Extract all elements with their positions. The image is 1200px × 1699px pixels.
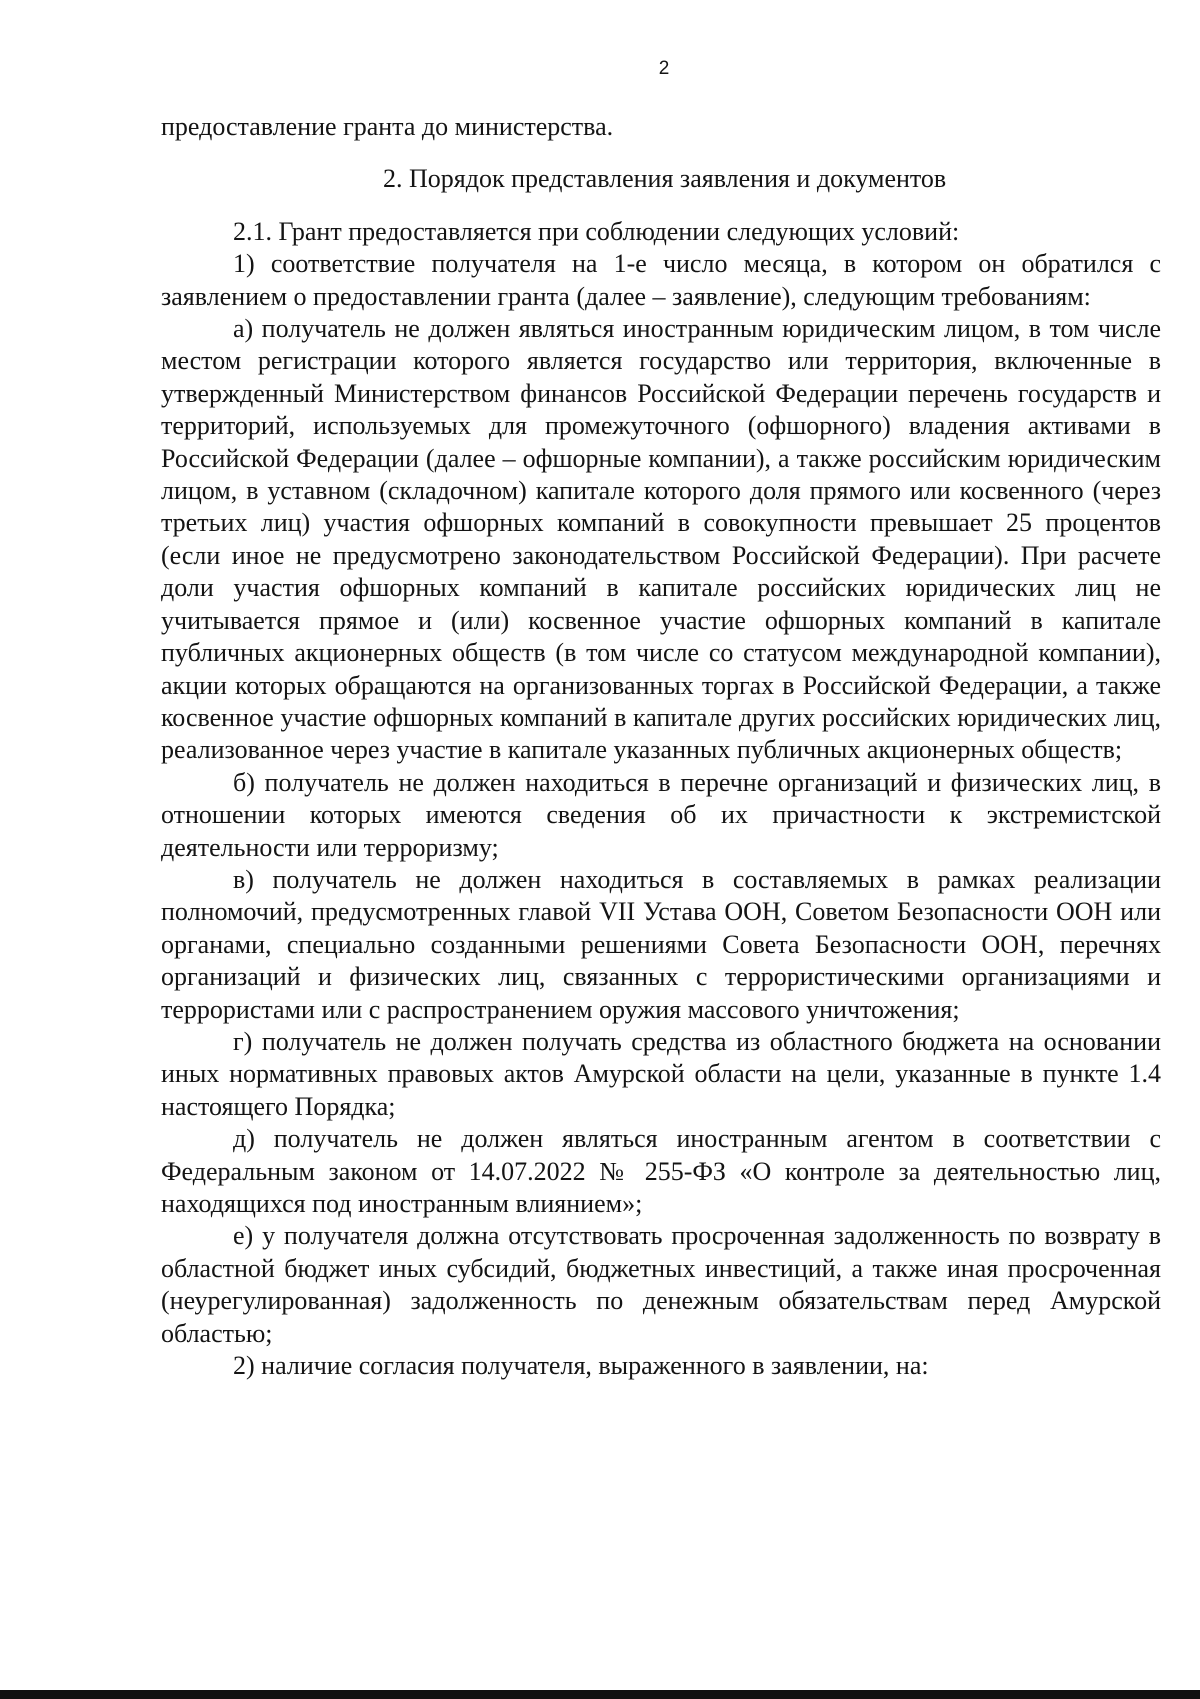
paragraph-item-b: б) получатель не должен находиться в перечне организаций и физических лиц, в отношении которых имеются сведения об их причастности к экстремистской деятельности или терроризму; xyxy=(161,767,1161,862)
document-body xyxy=(161,111,1161,1382)
paragraph-item-v: в) получатель не должен находиться в составляемых в рамках реализации полномочий, предусмотренных главой VII Устава ООН, Советом Безопасности ООН или органами, специально созданными решениями Совета Безопасности ООН, перечнях организаций и физических лиц, связанных с террористическими организациями и террористами или с распространением оружия массового уничтожения; xyxy=(161,864,1161,1024)
paragraph-item-d: д) получатель не должен являться иностранным агентом в соответствии с Федеральным законом от 14.07.2022 № 255-ФЗ «О контроле за деятельностью лиц, находящихся под иностранным влиянием»; xyxy=(161,1124,1161,1218)
paragraph-item-e: е) у получателя должна отсутствовать просроченная задолженность по возврату в областной бюджет иных субсидий, бюджетных инвестиций, а также иная просроченная (неурегулированная) задолженность по денежным обязательствам перед Амурской областью; xyxy=(161,1221,1161,1348)
paragraph-item-2: 2) наличие согласия получателя, выраженного в заявлении, на: xyxy=(233,1351,929,1381)
continuation-text: предоставление гранта до министерства. xyxy=(161,112,614,141)
paragraph-item-a: а) получатель не должен являться иностранным юридическим лицом, в том числе местом регистрации которого является государство или территория, включенные в утвержденный Министерством финансов Российской Федерации перечень государств и территорий, используемых для промежуточного (офшорного) владения активами в Российской Федерации (далее – офшорные компании), а также российским юридическим лицом, в уставном (складочном) капитале которого доля прямого или косвенного (через третьих лиц) участия офшорных компаний в совокупности превышает 25 процентов (если иное не предусмотрено законодательством Российской Федерации). При расчете доли участия офшорных компаний в капитале российских юридических лиц не учитывается прямое и (или) косвенное участие офшорных компаний в капитале публичных акционерных обществ (в том числе со статусом международной компании), акции которых обращаются на организованных торгах в Российской Федерации, а также косвенное участие офшорных компаний в капитале других российских юридических лиц, реализованное через участие в капитале указанных публичных акционерных обществ; xyxy=(161,314,1161,765)
paragraph-item-1: 1) соответствие получателя на 1-е число месяца, в котором он обратился с заявлением о предоставлении гранта (далее – заявление), следующим требованиям: xyxy=(161,249,1161,311)
scan-edge-bar xyxy=(0,1690,1200,1699)
paragraph-2-1: 2.1. Грант предоставляется при соблюдении следующих условий: xyxy=(233,216,960,246)
section-heading: 2. Порядок представления заявления и документов xyxy=(383,164,947,194)
paragraph-item-g: г) получатель не должен получать средства из областного бюджета на основании иных нормативных правовых актов Амурской области на цели, указанные в пункте 1.4 настоящего Порядка; xyxy=(161,1026,1161,1121)
page-number: 2 xyxy=(658,58,670,79)
